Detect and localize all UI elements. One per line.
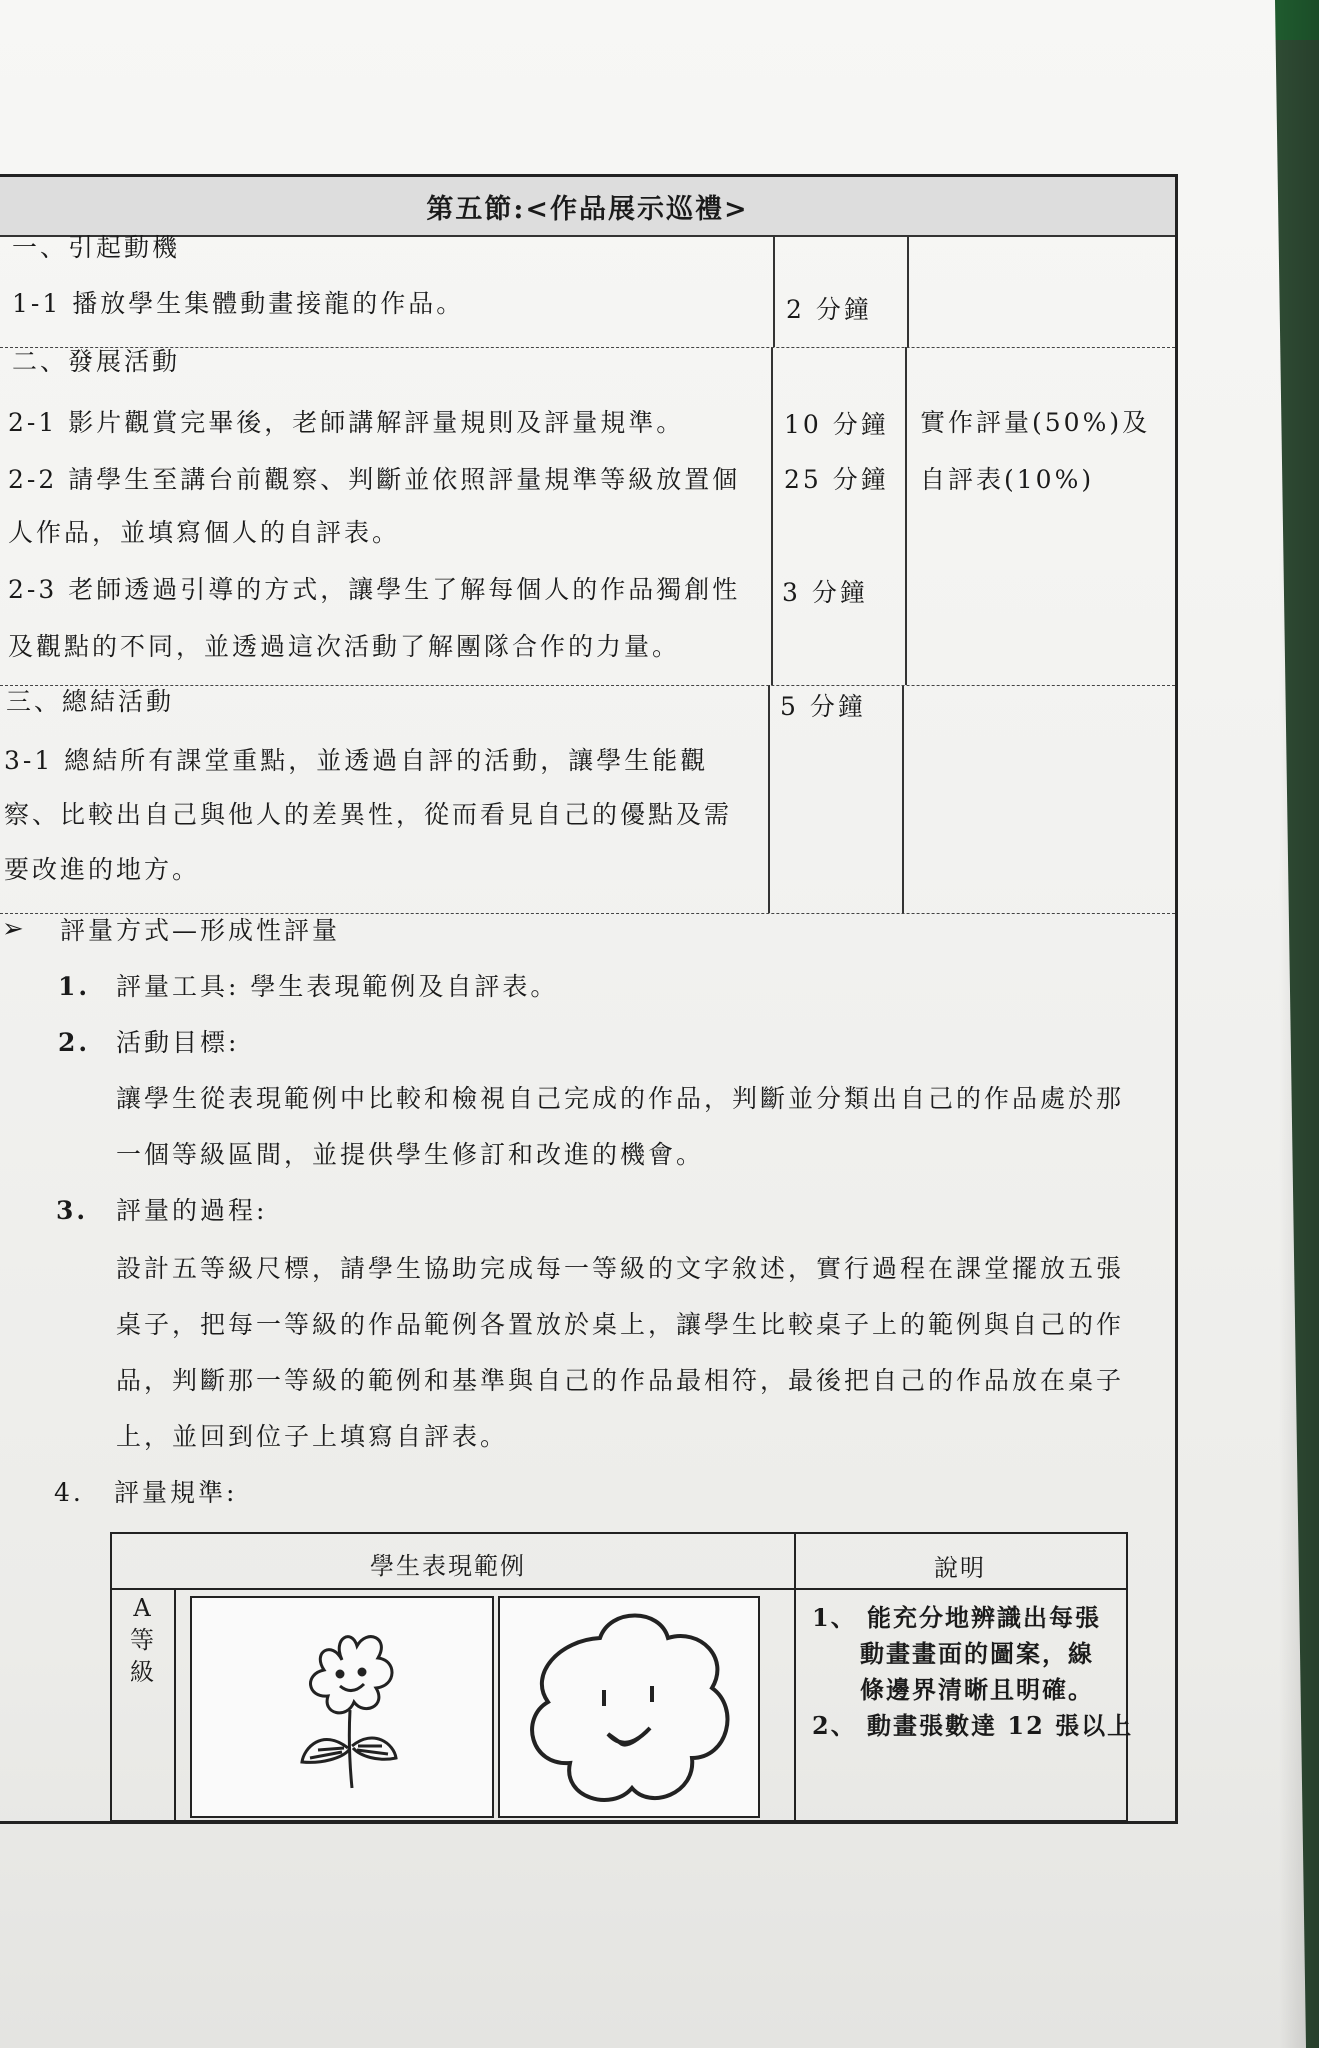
develop-item-2-line-2: 人作品，並填寫個人的自評表。 (8, 518, 401, 547)
page-edge-shadow (1279, 0, 1319, 2048)
develop-heading: 二、發展活動 (12, 347, 181, 376)
col-divider-assess-2 (905, 347, 907, 685)
col-divider-time-1 (773, 235, 775, 347)
develop-item-1-time: 10 分鐘 (784, 410, 889, 439)
rubric-desc-divider (794, 1534, 796, 1820)
develop-item-1: 2-1 影片觀賞完畢後，老師講解評量規則及評量規準。 (8, 408, 685, 437)
eval-process-line-3: 品，判斷那一等級的範例和基準與自己的作品最相符，最後把自己的作品放在桌子 (116, 1366, 1125, 1395)
summary-heading: 三、總結活動 (6, 687, 175, 716)
eval-item-3-label: 評量的過程: (116, 1196, 268, 1225)
example-image-small-flower (190, 1596, 494, 1818)
develop-item-2-time: 25 分鐘 (784, 465, 889, 494)
eval-process-line-1: 設計五等級尺標，請學生協助完成每一等級的文字敘述，實行過程在課堂擺放五張 (116, 1254, 1125, 1283)
eval-process-line-2: 桌子，把每一等級的作品範例各置放於桌上，讓學生比較桌子上的範例與自己的作 (116, 1310, 1125, 1339)
grade-letter: A (133, 1594, 151, 1622)
summary-time: 5 分鐘 (780, 692, 866, 721)
assessment-line-1: 實作評量(50%)及 (920, 408, 1151, 437)
eval-goal-line-2: 一個等級區間，並提供學生修訂和改進的機會。 (116, 1140, 705, 1169)
rubric-desc-1-line-3: 條邊界清晰且明確。 (860, 1675, 1094, 1704)
intro-heading: 一、引起動機 (12, 233, 181, 262)
col-divider-assess-1 (907, 235, 909, 347)
eval-item-3-num: 3. (56, 1196, 89, 1225)
evaluation-heading: 評量方式—形成性評量 (60, 916, 341, 945)
col-divider-time-3 (768, 685, 770, 913)
develop-item-3-time: 3 分鐘 (782, 578, 868, 607)
bullet-arrow-icon: ➢ (2, 914, 24, 944)
grade-char-1: 等 (130, 1626, 154, 1654)
col-divider-assess-3 (902, 685, 904, 913)
rubric-col-description: 說明 (934, 1554, 986, 1582)
example-image-big-flower (498, 1596, 760, 1818)
eval-item-1-num: 1. (58, 972, 91, 1001)
eval-process-line-4: 上，並回到位子上填寫自評表。 (116, 1422, 509, 1451)
rubric-grade-divider (174, 1588, 176, 1820)
eval-item-2-num: 2. (58, 1028, 91, 1057)
eval-item-4-label: 評量規準: (114, 1478, 238, 1507)
develop-item-3-line-1: 2-3 老師透過引導的方式，讓學生了解每個人的作品獨創性 (8, 575, 741, 604)
summary-line-1: 3-1 總結所有課堂重點，並透過自評的活動，讓學生能觀 (4, 746, 709, 775)
rubric-desc-1-line-2: 動畫畫面的圖案，線 (860, 1639, 1094, 1668)
rubric-header-divider (112, 1588, 1126, 1590)
flower-face-drawing-icon (500, 1598, 758, 1816)
eval-goal-line-1: 讓學生從表現範例中比較和檢視自己完成的作品，判斷並分類出自己的作品處於那 (116, 1084, 1125, 1113)
intro-item: 1-1 播放學生集體動畫接龍的作品。 (12, 289, 465, 318)
section-title: 第五節:<作品展示巡禮> (0, 177, 1175, 237)
rubric-desc-1-line-1: 1、 能充分地辨識出每張 (812, 1603, 1102, 1632)
summary-line-2: 察、比較出自己與他人的差異性，從而看見自己的優點及需 (4, 800, 733, 829)
grade-char-2: 級 (130, 1658, 154, 1686)
grade-a-label (122, 1592, 162, 1688)
col-divider-time-2 (771, 347, 773, 685)
flower-drawing-icon (192, 1598, 492, 1816)
intro-time: 2 分鐘 (786, 295, 872, 324)
eval-item-2-label: 活動目標: (116, 1028, 240, 1057)
row-separator-3 (0, 913, 1175, 914)
eval-item-1-label: 評量工具: 學生表現範例及自評表。 (116, 972, 559, 1001)
develop-item-3-line-2: 及觀點的不同，並透過這次活動了解團隊合作的力量。 (8, 632, 681, 661)
assessment-line-2: 自評表(10%) (920, 465, 1095, 494)
row-separator-2 (0, 685, 1175, 686)
eval-item-4-num: 4. (54, 1478, 84, 1507)
develop-item-2-line-1: 2-2 請學生至講台前觀察、判斷並依照評量規準等級放置個 (8, 465, 741, 494)
rubric-col-examples: 學生表現範例 (370, 1552, 526, 1580)
summary-line-3: 要改進的地方。 (4, 855, 201, 884)
rubric-table (110, 1532, 1134, 1822)
rubric-desc-2: 2、 動畫張數達 12 張以上 (812, 1711, 1134, 1740)
